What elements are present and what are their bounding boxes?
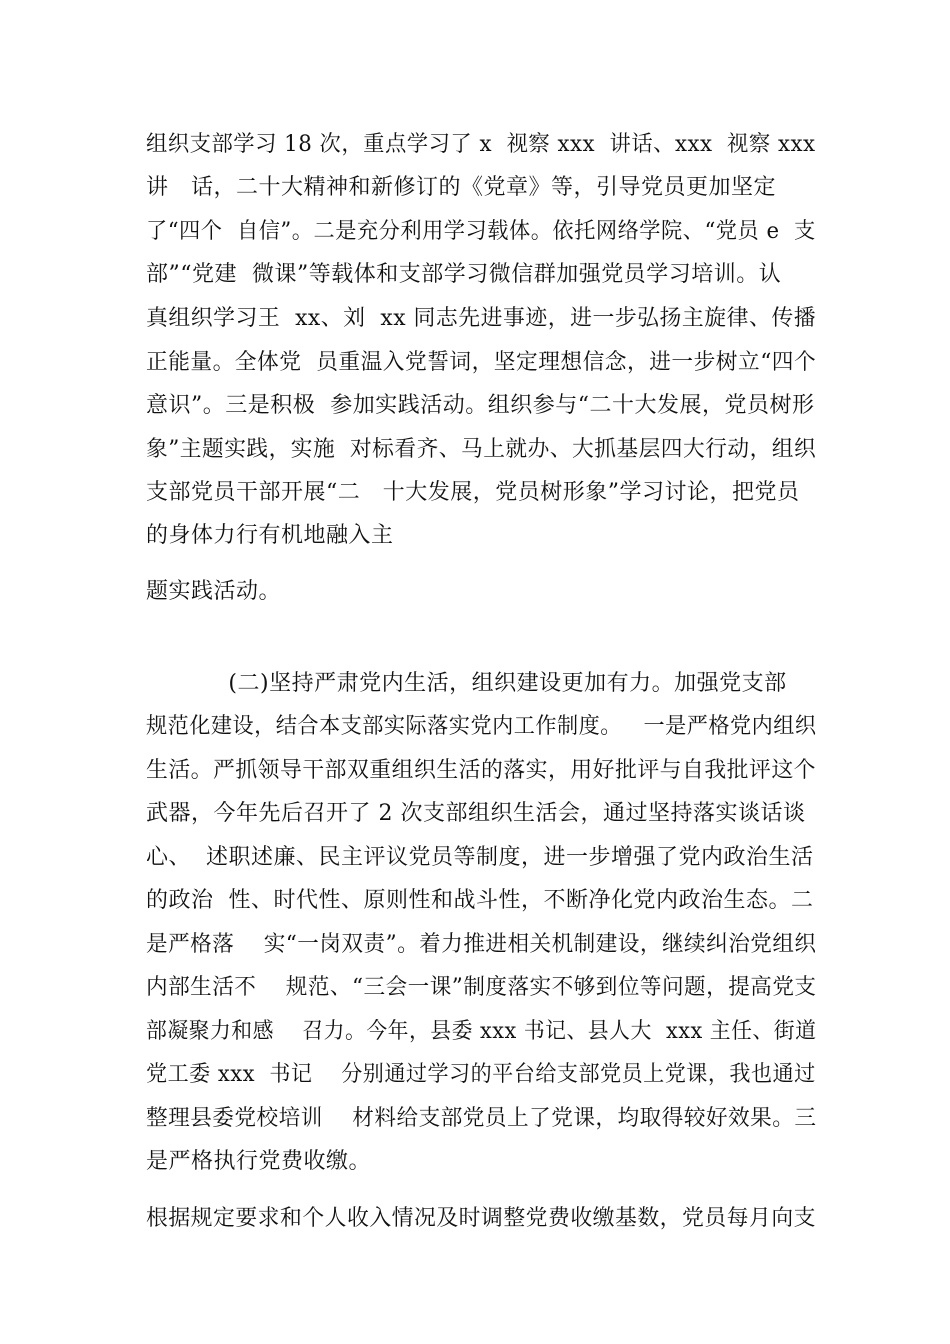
text-line: 了“四个 自信”。二是充分利用学习载体。依托网络学院、“党员 e 支 bbox=[146, 219, 816, 244]
text-line: 心、 述职述廉、民主评议党员等制度，进一步增强了党内政治生活 bbox=[146, 845, 814, 870]
text-line: 根据规定要求和个人收入情况及时调整党费收缴基数，党员每月向支 bbox=[146, 1206, 817, 1231]
text-line: 部”“党建 微课”等载体和支部学习微信群加强党员学习培训。认 bbox=[146, 262, 782, 287]
text-line: 部凝聚力和感 召力。今年，县委 xxx 书记、县人大 xxx 主任、街道 bbox=[146, 1019, 817, 1044]
text-line: 党工委 xxx 书记 分别通过学习的平台给支部党员上党课，我也通过 bbox=[146, 1062, 816, 1087]
text-line: 是严格执行党费收缴。 bbox=[146, 1149, 372, 1174]
text-line: 讲 话，二十大精神和新修订的《党章》等，引导党员更加坚定 bbox=[146, 175, 776, 200]
text-line: 正能量。全体党 员重温入党誓词，坚定理想信念，进一步树立“四个 bbox=[146, 350, 817, 375]
text-line: 象”主题实践，实施 对标看齐、马上就办、大抓基层四大行动，组织 bbox=[146, 437, 817, 462]
text-line: 内部生活不 规范、“三会一课”制度落实不够到位等问题，提高党支 bbox=[146, 975, 817, 1000]
text-line: 真组织学习王 xx、刘 xx 同志先进事迹，进一步弘扬主旋律、传播 bbox=[146, 306, 817, 331]
text-line: 的政治 性、时代性、原则性和战斗性，不断净化党内政治生态。二 bbox=[146, 888, 814, 913]
text-line: 规范化建设，结合本支部实际落实党内工作制度。 一是严格党内组织 bbox=[146, 714, 817, 739]
text-line: 是严格落 实“一岗双责”。着力推进相关机制建设，继续纠治党组织 bbox=[146, 932, 817, 957]
text-line: 的身体力行有机地融入主 bbox=[146, 523, 394, 548]
section-heading-line: (二)坚持严肃党内生活，组织建设更加有力。加强党支部 bbox=[146, 671, 787, 696]
text-line: 支部党员干部开展“二 十大发展，党员树形象”学习讨论，把党员 bbox=[146, 480, 800, 505]
text-line: 意识”。三是积极 参加实践活动。组织参与“二十大发展，党员树形 bbox=[146, 393, 815, 418]
text-line: 生活。严抓领导干部双重组织生活的落实，用好批评与自我批评这个 bbox=[146, 758, 817, 783]
text-line: 整理县委党校培训 材料给支部党员上了党课，均取得较好效果。三 bbox=[146, 1106, 817, 1131]
text-line: 题实践活动。 bbox=[146, 579, 282, 604]
text-line: 武器，今年先后召开了 2 次支部组织生活会，通过坚持落实谈话谈 bbox=[146, 801, 806, 826]
text-line: 组织支部学习 18 次，重点学习了 x 视察 xxx 讲话、xxx 视察 xxx bbox=[146, 132, 816, 157]
